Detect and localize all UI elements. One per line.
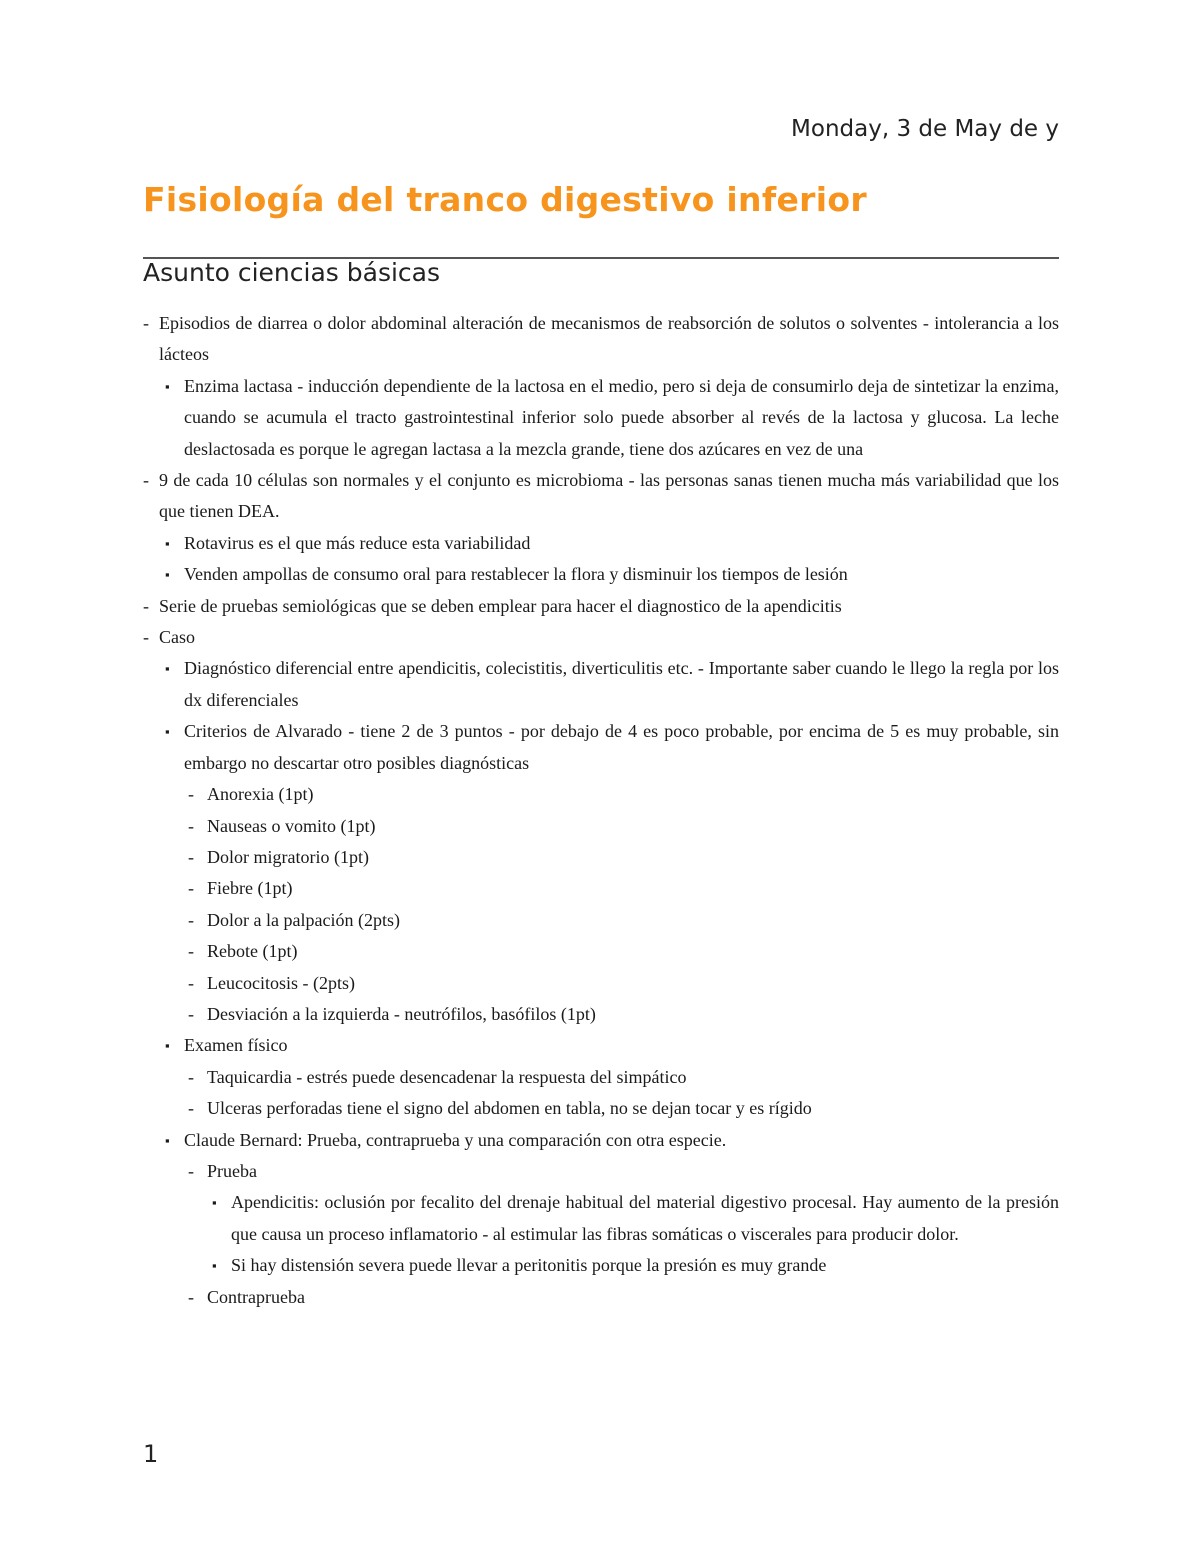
list-item-text: Rebote (1pt): [207, 941, 298, 962]
dash-marker: -: [143, 627, 149, 648]
document-title: Fisiología del tranco digestivo inferior: [143, 180, 867, 219]
list-item: [143, 653, 1059, 716]
list-item: [143, 873, 1059, 904]
list-item: [143, 308, 1059, 371]
list-item: [143, 1030, 1059, 1061]
list-item-text: Nauseas o vomito (1pt): [207, 815, 376, 836]
list-item-text: Prueba: [207, 1160, 257, 1181]
list-item: [143, 716, 1059, 779]
list-item: [143, 371, 1059, 465]
notes-list: [143, 308, 1059, 1313]
dash-marker: -: [143, 313, 149, 333]
bullet-marker: ▪: [212, 1195, 217, 1211]
bullet-marker: ▪: [212, 1258, 217, 1274]
bullet-marker: ▪: [165, 661, 170, 677]
dash-marker: -: [188, 1003, 194, 1024]
list-item-text: Serie de pruebas semiológicas que se deben emplear para hacer el diagnostico de la apendicitis: [159, 595, 842, 616]
dash-marker: -: [188, 1286, 194, 1307]
list-item-text: 9 de cada 10 células son normales y el conjunto es microbioma - las personas sanas tienen mucha más variabilidad que los que tienen DEA.: [159, 470, 1059, 522]
list-item: [143, 1282, 1059, 1313]
list-item-text: Ulceras perforadas tiene el signo del abdomen en tabla, no se dejan tocar y es rígido: [207, 1098, 812, 1119]
list-item: [143, 936, 1059, 967]
list-item: [143, 1125, 1059, 1156]
list-item: [143, 528, 1059, 559]
dash-marker: -: [188, 941, 194, 962]
dash-marker: -: [188, 1160, 194, 1181]
list-item-text: Episodios de diarrea o dolor abdominal alteración de mecanismos de reabsorción de solutos o solventes - intolerancia a los lácteos: [159, 313, 1059, 365]
list-item: [143, 968, 1059, 999]
list-item-text: Examen físico: [184, 1035, 288, 1056]
bullet-marker: ▪: [165, 1038, 170, 1054]
list-item: [143, 779, 1059, 810]
dash-marker: -: [188, 878, 194, 899]
list-item-text: Contraprueba: [207, 1286, 305, 1307]
list-item-text: Criterios de Alvarado - tiene 2 de 3 puntos - por debajo de 4 es poco probable, por encima de 5 es muy probable, sin embargo no descartar otro posibles diagnósticas: [184, 721, 1059, 773]
bullet-marker: ▪: [165, 724, 170, 740]
dash-marker: -: [188, 972, 194, 993]
list-item-text: Venden ampollas de consumo oral para restablecer la flora y disminuir los tiempos de lesión: [184, 564, 848, 585]
list-item: [143, 842, 1059, 873]
bullet-marker: ▪: [165, 1132, 170, 1148]
list-item-text: Diagnóstico diferencial entre apendicitis, colecistitis, diverticulitis etc. - Importante saber cuando le llego la regla por los dx diferenciales: [184, 658, 1059, 710]
dash-marker: -: [188, 1098, 194, 1119]
bullet-marker: ▪: [165, 378, 170, 394]
list-item-text: Si hay distensión severa puede llevar a peritonitis porque la presión es muy grande: [231, 1255, 827, 1276]
document-subtitle: Asunto ciencias básicas: [143, 258, 441, 287]
list-item: [143, 622, 1059, 653]
list-item-text: Dolor migratorio (1pt): [207, 846, 369, 867]
list-item-text: Caso: [159, 627, 195, 648]
dash-marker: -: [188, 846, 194, 867]
list-item-text: Taquicardia - estrés puede desencadenar la respuesta del simpático: [207, 1066, 687, 1087]
list-item-text: Rotavirus es el que más reduce esta variabilidad: [184, 532, 531, 553]
dash-marker: -: [188, 784, 194, 805]
list-item-text: Enzima lactasa - inducción dependiente de la lactosa en el medio, pero si deja de consumirlo deja de sintetizar la enzima, cuando se acumula el tracto gastrointestinal inferior solo puede absorber al revés de la lactosa y glucosa. La leche deslactosada es porque le agregan lactasa a la mezcla grande, tiene dos azúcares en vez de una: [184, 375, 1059, 459]
dash-marker: -: [188, 815, 194, 836]
list-item: [143, 999, 1059, 1030]
list-item: [143, 465, 1059, 528]
list-item-text: Dolor a la palpación (2pts): [207, 909, 400, 930]
list-item-text: Claude Bernard: Prueba, contraprueba y una comparación con otra especie.: [184, 1129, 727, 1150]
list-item: [143, 1156, 1059, 1187]
list-item: [143, 1250, 1059, 1281]
list-item: [143, 1187, 1059, 1250]
list-item: [143, 811, 1059, 842]
dash-marker: -: [188, 1066, 194, 1087]
page-number: 1: [143, 1440, 159, 1468]
dash-marker: -: [143, 470, 149, 491]
list-item: [143, 1062, 1059, 1093]
bullet-marker: ▪: [165, 567, 170, 583]
list-item: [143, 591, 1059, 622]
list-item-text: Fiebre (1pt): [207, 878, 293, 899]
list-item: [143, 905, 1059, 936]
list-item-text: Desviación a la izquierda - neutrófilos, basófilos (1pt): [207, 1003, 596, 1024]
list-item: [143, 559, 1059, 590]
list-item: [143, 1093, 1059, 1124]
dash-marker: -: [188, 909, 194, 930]
bullet-marker: ▪: [165, 535, 170, 551]
document-date: Monday, 3 de May de y: [791, 116, 1059, 142]
list-item-text: Anorexia (1pt): [207, 784, 314, 805]
list-item-text: Leucocitosis - (2pts): [207, 972, 355, 993]
list-item-text: Apendicitis: oclusión por fecalito del drenaje habitual del material digestivo procesal. Hay aumento de la presión que causa un proceso inflamatorio - al estimular las fibras somáticas o viscerales para producir dolor.: [231, 1192, 1059, 1244]
dash-marker: -: [143, 595, 149, 616]
